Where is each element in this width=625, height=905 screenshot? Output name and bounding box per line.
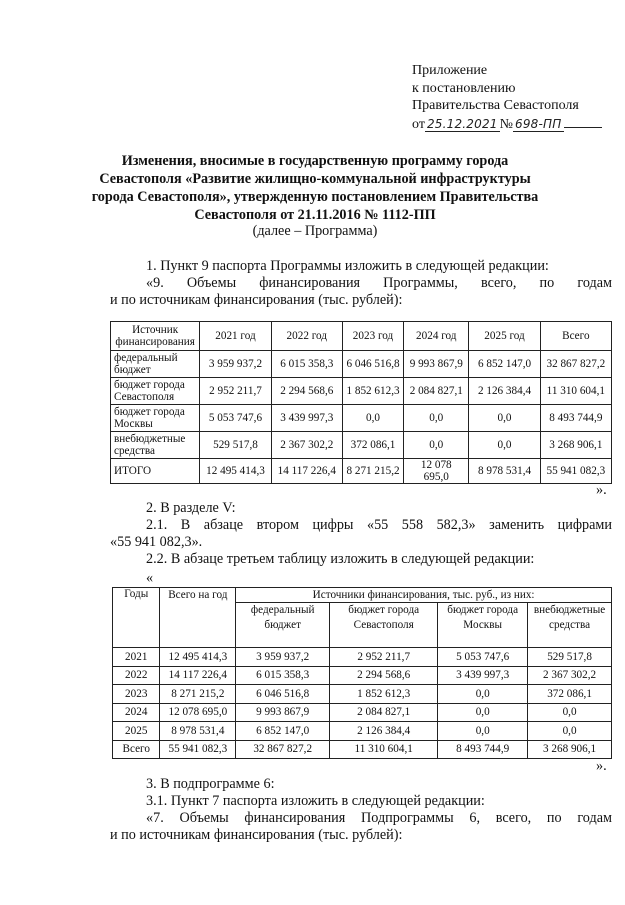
section1-intro: 1. Пункт 9 паспорта Программы изложить в следующей редакции: xyxy=(146,258,549,274)
table-cell: 3 268 906,1 xyxy=(528,740,612,759)
table-cell: 372 086,1 xyxy=(342,432,403,459)
table-cell: 2 294 568,6 xyxy=(330,666,438,685)
table-header-cell: Годы xyxy=(113,588,160,648)
table-header-cell: Всего xyxy=(540,322,611,351)
table-cell: 0,0 xyxy=(469,432,540,459)
section3-quote-line2: и по источникам финансирования (тыс. рублей): xyxy=(110,827,403,843)
table-cell: 32 867 827,2 xyxy=(236,740,330,759)
table-header-cell: 2022 год xyxy=(271,322,342,351)
table-cell: 0,0 xyxy=(342,405,403,432)
table-cell: 11 310 604,1 xyxy=(330,740,438,759)
table-cell: 0,0 xyxy=(438,722,528,741)
table-cell: 8 978 531,4 xyxy=(160,722,236,741)
table-cell: 3 439 997,3 xyxy=(271,405,342,432)
section3-quote-line1: «7. Объемы финансирования Подпрограммы 6, всего, по годам xyxy=(146,810,612,826)
table-cell: бюджет города Москвы xyxy=(111,405,200,432)
section2-closing-quote: ». xyxy=(596,758,607,774)
table-header-cell: бюджет города Севастополя xyxy=(330,603,438,648)
appendix-line: Приложение xyxy=(412,63,488,78)
table-cell: 0,0 xyxy=(404,405,469,432)
financing-table-by-year xyxy=(112,587,612,759)
table-header-cell: 2024 год xyxy=(404,322,469,351)
table-cell: 14 117 226,4 xyxy=(271,459,342,484)
table-row xyxy=(113,685,612,704)
table-cell: внебюджетные средства xyxy=(111,432,200,459)
table-cell: 6 852 147,0 xyxy=(469,351,540,378)
table-total-row xyxy=(113,740,612,759)
table-cell: 14 117 226,4 xyxy=(160,666,236,685)
table-header-cell: внебюджетные средства xyxy=(528,603,612,648)
table-row xyxy=(111,405,612,432)
table-cell: 2024 xyxy=(113,703,160,722)
table-cell: 32 867 827,2 xyxy=(540,351,611,378)
table-cell: 12 495 414,3 xyxy=(160,648,236,667)
section3-heading: 3. В подпрограмме 6: xyxy=(146,776,275,792)
table-cell: 55 941 082,3 xyxy=(160,740,236,759)
table-cell: 2025 xyxy=(113,722,160,741)
table-cell: 12 078 695,0 xyxy=(404,459,469,484)
appendix-block xyxy=(412,62,612,133)
table-cell: 5 053 747,6 xyxy=(200,405,271,432)
table-cell: федеральный бюджет xyxy=(111,351,200,378)
table-cell: 55 941 082,3 xyxy=(540,459,611,484)
table-cell: 2021 xyxy=(113,648,160,667)
table-cell: 2022 xyxy=(113,666,160,685)
table-cell: 6 015 358,3 xyxy=(271,351,342,378)
underline-blank xyxy=(564,115,602,128)
section1-quote-line2: и по источникам финансирования (тыс. рублей): xyxy=(110,292,403,308)
table-cell: 9 993 867,9 xyxy=(404,351,469,378)
table-cell: 2023 xyxy=(113,685,160,704)
table-cell: 0,0 xyxy=(438,703,528,722)
section2-item1-line1: 2.1. В абзаце втором цифры «55 558 582,3» заменить цифрами xyxy=(146,517,612,533)
table-cell: 6 852 147,0 xyxy=(236,722,330,741)
table-cell: 8 978 531,4 xyxy=(469,459,540,484)
table-cell: 8 271 215,2 xyxy=(160,685,236,704)
table-cell: 6 046 516,8 xyxy=(236,685,330,704)
title-line: Севастополя «Развитие жилищно-коммунальной инфраструктуры xyxy=(99,171,531,187)
appendix-line: Правительства Севастополя xyxy=(412,98,579,113)
date-prefix: от xyxy=(412,116,425,132)
table-cell: 6 046 516,8 xyxy=(342,351,403,378)
document-title xyxy=(80,152,550,224)
table-header-cell: Источники финансирования, тыс. руб., из них: xyxy=(236,588,612,603)
section2-item2: 2.2. В абзаце третьем таблицу изложить в следующей редакции: xyxy=(146,551,535,567)
table-header-row xyxy=(111,322,612,351)
table-cell: 529 517,8 xyxy=(528,648,612,667)
table-header-cell: 2023 год xyxy=(342,322,403,351)
appendix-line: к постановлению xyxy=(412,80,516,96)
table-cell: 3 439 997,3 xyxy=(438,666,528,685)
appendix-date-line xyxy=(412,115,612,134)
table-header-row xyxy=(113,588,612,603)
table-row xyxy=(111,432,612,459)
table-row xyxy=(113,648,612,667)
table-cell: 0,0 xyxy=(528,703,612,722)
table-cell: 2 294 568,6 xyxy=(271,378,342,405)
section1-closing-quote: ». xyxy=(596,482,607,498)
section2-heading: 2. В разделе V: xyxy=(146,500,236,516)
table-cell: бюджет города Севастополя xyxy=(111,378,200,405)
table-header-cell: 2021 год xyxy=(200,322,271,351)
table-cell: Всего xyxy=(113,740,160,759)
table-cell: 11 310 604,1 xyxy=(540,378,611,405)
section1-quote-line1: «9. Объемы финансирования Программы, всего, по годам xyxy=(146,275,612,291)
table-row xyxy=(113,703,612,722)
section2-open-quote: « xyxy=(146,570,154,586)
handwritten-date: 25.12.2021 xyxy=(426,116,498,131)
number-prefix: № xyxy=(499,116,514,132)
document-subtitle: (далее – Программа) xyxy=(252,223,378,239)
table-header-cell: федеральный бюджет xyxy=(236,603,330,648)
table-cell: 6 015 358,3 xyxy=(236,666,330,685)
table-cell: 9 993 867,9 xyxy=(236,703,330,722)
financing-table-by-source xyxy=(110,321,612,484)
table-cell: 2 126 384,4 xyxy=(330,722,438,741)
table-cell: 12 495 414,3 xyxy=(200,459,271,484)
table-cell: 2 084 827,1 xyxy=(404,378,469,405)
table-header-cell: Всего на год xyxy=(160,588,236,648)
table-row xyxy=(111,378,612,405)
table-total-row xyxy=(111,459,612,484)
table-cell: 8 271 215,2 xyxy=(342,459,403,484)
table-cell: 2 084 827,1 xyxy=(330,703,438,722)
table-cell: 0,0 xyxy=(438,685,528,704)
title-line: Изменения, вносимые в государственную программу города xyxy=(121,153,509,169)
title-line: Севастополя от 21.11.2016 № 1112-ПП xyxy=(194,207,436,223)
title-line: города Севастополя», утвержденную постановлением Правительства xyxy=(91,189,539,205)
table-cell: 8 493 744,9 xyxy=(438,740,528,759)
table-row xyxy=(111,351,612,378)
table-cell: 0,0 xyxy=(404,432,469,459)
table-cell: 2 367 302,2 xyxy=(528,666,612,685)
section3-item1: 3.1. Пункт 7 паспорта изложить в следующей редакции: xyxy=(146,793,485,809)
section2-item1-line2: «55 941 082,3». xyxy=(110,534,203,550)
table-cell: 1 852 612,3 xyxy=(342,378,403,405)
table-cell: 2 952 211,7 xyxy=(200,378,271,405)
table-cell: 5 053 747,6 xyxy=(438,648,528,667)
table-header-cell: 2025 год xyxy=(469,322,540,351)
table-cell: 2 126 384,4 xyxy=(469,378,540,405)
handwritten-number: 698-ПП xyxy=(515,116,562,131)
table-cell: 0,0 xyxy=(528,722,612,741)
table-cell: 372 086,1 xyxy=(528,685,612,704)
table-cell: 12 078 695,0 xyxy=(160,703,236,722)
table-cell: ИТОГО xyxy=(111,459,200,484)
table-cell: 1 852 612,3 xyxy=(330,685,438,704)
table-row xyxy=(113,722,612,741)
table-cell: 0,0 xyxy=(469,405,540,432)
table-cell: 529 517,8 xyxy=(200,432,271,459)
table-row xyxy=(113,666,612,685)
table-cell: 3 959 937,2 xyxy=(200,351,271,378)
table-header-cell: Источник финансирования xyxy=(111,322,200,351)
table-cell: 3 268 906,1 xyxy=(540,432,611,459)
table-header-cell: бюджет города Москвы xyxy=(438,603,528,648)
table-cell: 3 959 937,2 xyxy=(236,648,330,667)
table-cell: 2 367 302,2 xyxy=(271,432,342,459)
table-cell: 2 952 211,7 xyxy=(330,648,438,667)
table-cell: 8 493 744,9 xyxy=(540,405,611,432)
